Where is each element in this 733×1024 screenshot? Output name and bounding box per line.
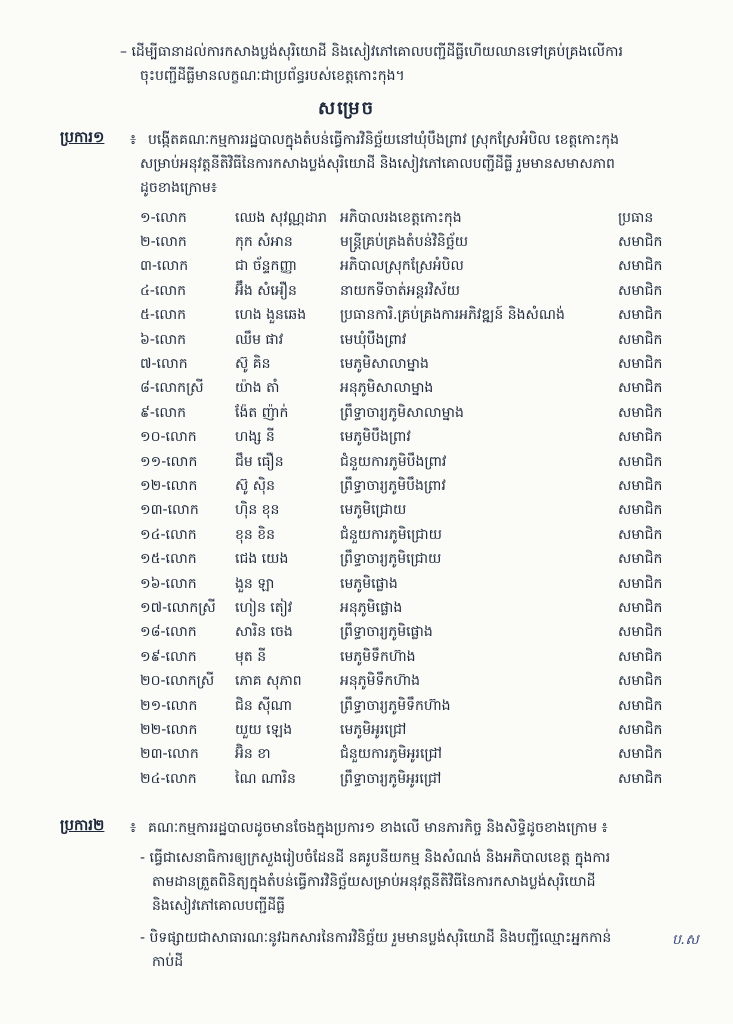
member-row <box>140 352 698 376</box>
member-role: សមាជិក <box>618 770 663 787</box>
member-name: អ៊ិន ខា <box>235 746 271 763</box>
member-name: ជឹម ធឿន <box>235 453 284 470</box>
member-index: ៧-លោក <box>140 356 188 373</box>
article-1-line-2: សម្រាប់អនុវត្តនីតិវិធីនៃការកសាងប្លង់សុរិយោដី និងសៀវភៅគោលបញ្ជីដីធ្លី រួមមានសមាសភាព <box>140 156 615 172</box>
member-index: ៨-លោកស្រី <box>140 380 204 397</box>
members-table-body <box>140 206 698 791</box>
member-index: ៤-លោក <box>140 282 187 299</box>
member-index: ៥-លោក <box>140 307 187 324</box>
member-row <box>140 645 698 669</box>
member-name: ហៀន តៀវ <box>235 599 293 616</box>
member-index: ១៤-លោក <box>140 526 197 543</box>
member-role: សមាជិក <box>618 282 663 299</box>
member-name: ហេង ងួនឆេង <box>235 307 307 324</box>
member-role: សមាជិក <box>618 258 663 275</box>
member-position: មេភូមិជ្រោយ <box>340 502 407 519</box>
member-name: ង៉ែត ញ៉ាក់ <box>235 404 289 421</box>
intro-line-2: ចុះបញ្ជីដីធ្លីមានលក្ខណៈជាប្រព័ន្ធរបស់ខេត្តកោះកុង។ <box>140 68 405 84</box>
member-row <box>140 767 698 791</box>
member-role: សមាជិក <box>618 697 663 714</box>
member-row <box>140 401 698 425</box>
member-role: សមាជិក <box>618 624 663 641</box>
member-name: ស៊ូ គិន <box>235 356 271 373</box>
member-role: សមាជិក <box>618 575 663 592</box>
member-role: សមាជិក <box>618 429 663 446</box>
member-index: ១២-លោក <box>140 477 198 494</box>
member-role: សមាជិក <box>618 331 663 348</box>
member-name: ភោគ សុភាព <box>235 673 302 690</box>
member-row <box>140 230 698 254</box>
member-position: អភិបាលស្រុកស្រែអំបិល <box>340 258 464 275</box>
member-index: ១៩-លោក <box>140 648 197 665</box>
member-position: មន្ត្រីគ្រប់គ្រងតំបន់វិនិច្ឆ័យ <box>340 234 469 251</box>
member-role: សមាជិក <box>618 551 663 568</box>
member-index: ៦-លោក <box>140 331 187 348</box>
member-index: ២៣-លោក <box>140 746 199 763</box>
member-row <box>140 450 698 474</box>
member-row <box>140 669 698 693</box>
member-role: សមាជិក <box>618 746 663 763</box>
member-row <box>140 621 698 645</box>
member-name: អ៊ឹង សំអឿន <box>235 282 297 299</box>
member-index: ១៣-លោក <box>140 502 199 519</box>
member-index: ២៤-លោក <box>140 770 197 787</box>
article-2-bullet-2-line-1: - បិទផ្សាយជាសាធារណៈនូវឯកសារនៃការវិនិច្ឆ័យ រួមមានប្លង់សុរិយោដី និងបញ្ជីឈ្មោះអ្នកកាន់ <box>140 930 612 946</box>
member-position: ជំនួយការភូមិបឹងព្រាវ <box>340 453 447 470</box>
member-role: សមាជិក <box>618 526 663 543</box>
member-name: ខុន ខិន <box>235 526 275 543</box>
member-index: ៣-លោក <box>140 258 189 275</box>
member-row <box>140 547 698 571</box>
member-row <box>140 572 698 596</box>
member-role: សមាជិក <box>618 404 663 421</box>
article-2-bullet-1-line-2: តាមដានត្រួតពិនិត្យក្នុងតំបន់ធ្វើការវិនិច្ឆ័យសម្រាប់អនុវត្តនីតិវិធីនៃការកសាងប្លង់សុរិយោដី <box>152 874 596 890</box>
member-index: ១-លោក <box>140 209 187 226</box>
member-role: សមាជិក <box>618 502 663 519</box>
member-name: ស៊ូ ស៊ិន <box>235 477 275 494</box>
member-name: ហង្ស នី <box>235 429 275 446</box>
member-row <box>140 499 698 523</box>
article-2-bullet-1-line-3: និងសៀវភៅគោលបញ្ជីដីធ្លី <box>152 898 286 914</box>
member-position: ព្រឹទ្ធាចារ្យភូមិជ្រោយ <box>340 551 442 568</box>
member-role: សមាជិក <box>618 648 663 665</box>
member-position: មេភូមិសាលាម្នាង <box>340 356 429 373</box>
article-1-line-1: បង្កើតគណៈកម្មការរដ្ឋបាលក្នុងតំបន់ធ្វើការវិនិច្ឆ័យនៅឃុំបឹងព្រាវ ស្រុកស្រែអំបិល ខេត្តកោះកុង <box>148 132 620 148</box>
member-name: ជា ច័ន្ទកញ្ញា <box>235 258 297 275</box>
member-row <box>140 328 698 352</box>
member-index: ១៨-លោក <box>140 624 197 641</box>
article-1-line-3: ដូចខាងក្រោម៖ <box>140 180 217 196</box>
decision-title: សម្រេច <box>318 98 376 119</box>
member-role: សមាជិក <box>618 477 663 494</box>
member-name: ឈេង សុវណ្ណដារា <box>235 209 327 226</box>
member-name: ឈឹម ផាវ <box>235 331 284 348</box>
member-index: ២២-លោក <box>140 721 198 738</box>
member-role: សមាជិក <box>618 307 663 324</box>
article-1-colon: ៖ <box>130 132 137 148</box>
member-position: មេភូមិបឹងព្រាវ <box>340 429 411 446</box>
member-row <box>140 474 698 498</box>
member-name: យ៉ាង តាំ <box>235 380 280 397</box>
member-position: អនុភូមិផ្លោង <box>340 599 403 616</box>
article-2-label: ប្រការ២ <box>60 816 105 834</box>
member-role: សមាជិក <box>618 721 663 738</box>
member-position: ព្រឹទ្ធាចារ្យភូមិបឹងព្រាវ <box>340 477 446 494</box>
member-position: ព្រឹទ្ធាចារ្យភូមិសាលាម្នាង <box>340 404 464 421</box>
member-name: យួយ ឡេង <box>235 721 293 738</box>
member-row <box>140 377 698 401</box>
member-role: សមាជិក <box>618 380 663 397</box>
member-index: ១៥-លោក <box>140 551 197 568</box>
member-row <box>140 426 698 450</box>
member-role: សមាជិក <box>618 453 663 470</box>
member-position: ព្រឹទ្ធាចារ្យភូមិទឹកហ៊ាង <box>340 697 451 714</box>
article-2-bullet-1-line-1: - ធ្វើជាសេនាធិការឲ្យក្រសួងរៀបចំដែនដី នគរូបនីយកម្ម និងសំណង់ និងអភិបាលខេត្ត ក្នុងការ <box>140 850 611 866</box>
member-name: ងួន ឡា <box>235 575 275 592</box>
member-name: ជិន ស៊ីណា <box>235 697 293 714</box>
member-row <box>140 718 698 742</box>
article-2-line-1: គណៈកម្មការរដ្ឋបាលដូចមានចែងក្នុងប្រការ១ ខាងលើ មានភារកិច្ច និងសិទ្ធិដូចខាងក្រោម ៖ <box>148 820 608 836</box>
member-row <box>140 523 698 547</box>
member-role: សមាជិក <box>618 356 663 373</box>
member-row <box>140 743 698 767</box>
member-index: ១០-លោក <box>140 429 197 446</box>
member-index: ១៦-លោក <box>140 575 197 592</box>
member-row <box>140 206 698 230</box>
member-index: ១៧-លោកស្រី <box>140 599 216 616</box>
member-position: នាយកទីចាត់អន្តរវិស័យ <box>340 282 460 299</box>
member-index: ២១-លោក <box>140 697 198 714</box>
article-2-bullet-2-line-2: កាប់ដី <box>152 954 184 970</box>
member-position: អនុភូមិសាលាម្នាង <box>340 380 434 397</box>
member-position: មេភូមិទឹកហ៊ាង <box>340 648 416 665</box>
member-row <box>140 255 698 279</box>
member-name: ហ៊ិន ខុន <box>235 502 280 519</box>
handwritten-initials: ប.ស <box>672 932 699 948</box>
member-position: មេភូមិអូរជ្រៅ <box>340 721 407 738</box>
members-table <box>140 206 698 791</box>
member-role: សមាជិក <box>618 234 663 251</box>
member-name: សារិន ចេង <box>235 624 293 641</box>
member-role: សមាជិក <box>618 599 663 616</box>
member-position: អភិបាលរងខេត្តកោះកុង <box>340 209 462 226</box>
member-name: ណៃ ណារិន <box>235 770 296 787</box>
member-row <box>140 279 698 303</box>
member-position: ជំនួយការភូមិអូរជ្រៅ <box>340 746 442 763</box>
article-1-label: ប្រការ១ <box>60 128 105 146</box>
member-role: សមាជិក <box>618 673 663 690</box>
member-row <box>140 596 698 620</box>
member-position: ប្រធានការិ.គ្រប់គ្រងការអភិវឌ្ឍន៍ និងសំណង់ <box>340 307 565 324</box>
member-position: មេភូមិផ្លោង <box>340 575 398 592</box>
member-position: មេឃុំបឹងព្រាវ <box>340 331 407 348</box>
member-row <box>140 304 698 328</box>
article-2-colon: ៖ <box>130 820 137 836</box>
member-index: ២០-លោកស្រី <box>140 673 215 690</box>
member-index: ៩-លោក <box>140 404 187 421</box>
member-position: អនុភូមិទឹកហ៊ាង <box>340 673 420 690</box>
member-name: មុត នី <box>235 648 267 665</box>
member-name: ជេង យេង <box>235 551 289 568</box>
member-name: កុក សំអាន <box>235 234 293 251</box>
member-position: ព្រឹទ្ធាចារ្យភូមិអូរជ្រៅ <box>340 770 442 787</box>
member-role: ប្រធាន <box>618 209 654 226</box>
member-row <box>140 694 698 718</box>
intro-line-1: – ដើម្បីធានាដល់ការកសាងប្លង់សុរិយោដី និងសៀវភៅគោលបញ្ជីដីធ្លីហើយឈានទៅគ្រប់គ្រងលើការ <box>120 44 623 60</box>
member-index: ២-លោក <box>140 234 187 251</box>
member-position: ព្រឹទ្ធាចារ្យភូមិផ្លោង <box>340 624 433 641</box>
member-index: ១១-លោក <box>140 453 198 470</box>
member-position: ជំនួយការភូមិជ្រោយ <box>340 526 442 543</box>
